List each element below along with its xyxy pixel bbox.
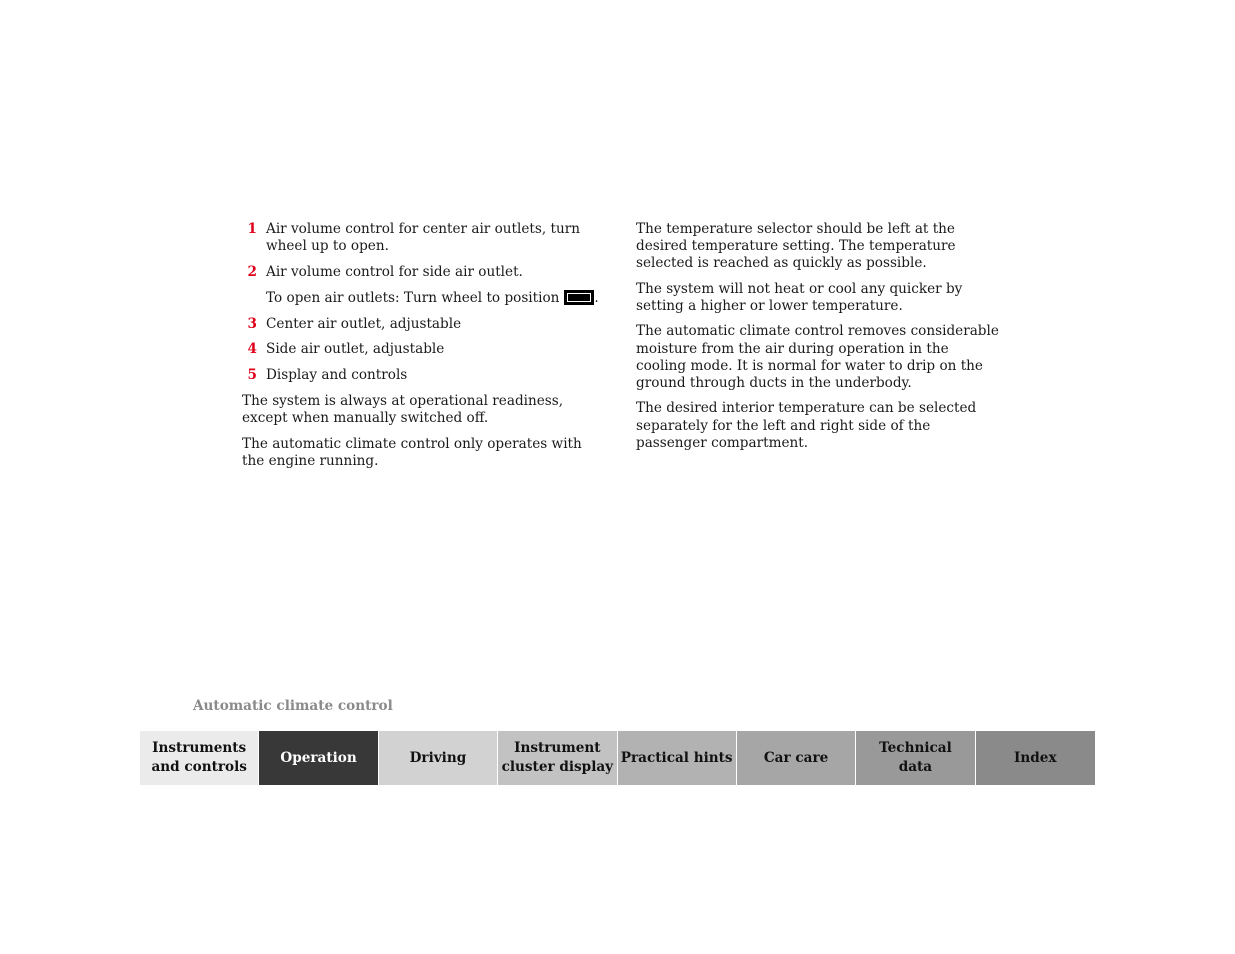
right-column <box>636 221 1001 460</box>
tab-practical-hints[interactable] <box>618 731 737 785</box>
item-number: 3 <box>247 315 257 332</box>
item-number: 2 <box>247 264 257 280</box>
list-item <box>242 264 607 281</box>
tab-instruments-and-controls[interactable] <box>140 731 259 785</box>
tab-label: Instrument cluster display <box>501 740 614 775</box>
tab-label: Car care <box>763 749 829 766</box>
body-paragraph: The automatic climate control only operates with the engine running. <box>242 435 582 469</box>
tab-instrument-cluster-display[interactable] <box>498 731 617 785</box>
list-item <box>242 221 607 255</box>
list-item <box>242 316 607 333</box>
left-column <box>242 221 607 478</box>
body-paragraph: The automatic climate control removes considerable moisture from the air during operation in the cooling mode. It is normal for water to drip on the ground through ducts in the underbody. <box>636 323 999 391</box>
tab-label: Operation <box>280 749 357 766</box>
tab-index[interactable] <box>976 731 1095 785</box>
tab-label: Instruments and controls <box>151 740 247 775</box>
tab-label: Practical hints <box>620 749 733 766</box>
item-text: Center air outlet, adjustable <box>266 315 462 332</box>
body-paragraph: The system will not heat or cool any quicker by setting a higher or lower temperature. <box>636 280 963 314</box>
outlet-open-note-text: To open air outlets: Turn wheel to position <box>266 289 560 306</box>
tab-label: Technical data <box>879 740 952 775</box>
body-paragraph: The system is always at operational readiness, except when manually switched off. <box>242 392 564 427</box>
chapter-nav-bar <box>140 731 1095 785</box>
item-number: 1 <box>247 221 257 237</box>
item-text: Display and controls <box>266 367 408 384</box>
list-item <box>242 341 607 358</box>
body-paragraph: The temperature selector should be left at the desired temperature setting. The temperature selected is reached as quickly as possible. <box>636 221 956 272</box>
item-text: Air volume control for side air outlet. <box>266 264 523 280</box>
item-text: Air volume control for center air outlets, turn wheel up to open. <box>266 221 580 255</box>
item-text: Side air outlet, adjustable <box>266 341 445 358</box>
list-item <box>242 367 607 384</box>
item-number: 4 <box>247 341 257 358</box>
outlet-open-position-icon <box>564 290 594 305</box>
tab-car-care[interactable] <box>737 731 856 785</box>
tab-label: Driving <box>409 749 467 766</box>
outlet-open-note <box>242 290 607 307</box>
tab-driving[interactable] <box>379 731 498 785</box>
outlet-open-note-suffix: . <box>594 289 599 306</box>
tab-technical-data[interactable] <box>856 731 975 785</box>
item-number: 5 <box>247 367 257 384</box>
body-paragraph: The desired interior temperature can be selected separately for the left and right side of the passenger compartment. <box>636 400 977 451</box>
section-title: Automatic climate control <box>193 698 393 714</box>
tab-label: Index <box>1014 749 1057 766</box>
tab-operation[interactable] <box>259 731 378 785</box>
